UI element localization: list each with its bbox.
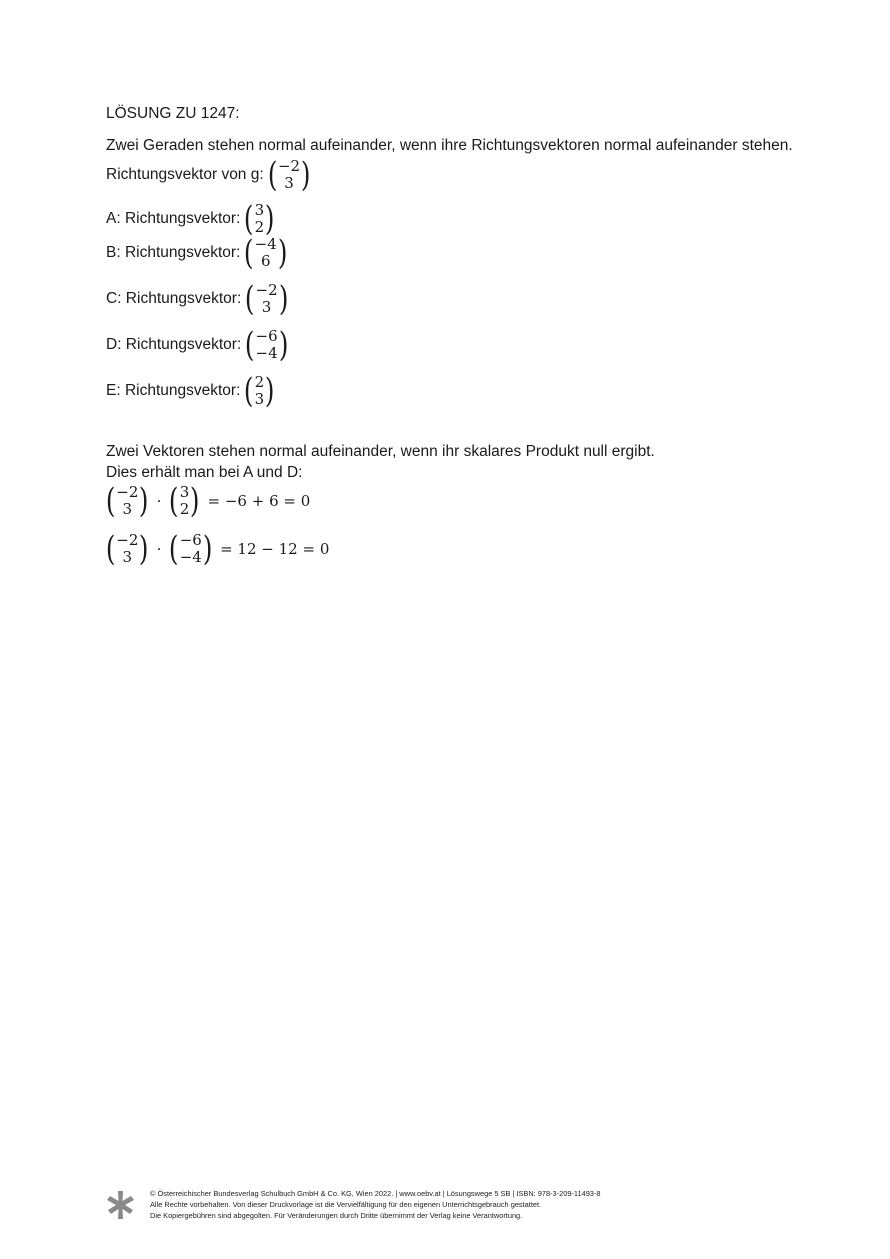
vector-y: 3 <box>261 298 272 316</box>
option-e-row <box>106 371 278 411</box>
calc-a-vector-1: ( −2 3 ) <box>105 481 149 521</box>
vector-x: −2 <box>116 531 139 549</box>
option-a-row <box>106 199 278 239</box>
dot-operator: · <box>156 492 162 510</box>
option-b-vector: ( −4 6 ) <box>244 233 288 273</box>
vector-x: 3 <box>254 201 265 219</box>
solution-heading: LÖSUNG ZU 1247: <box>106 105 240 122</box>
intro-text: Zwei Geraden stehen normal aufeinander, wenn ihre Richtungsvektoren normal aufeinander stehen. <box>106 137 793 154</box>
footer-fees: Die Kopiergebühren sind abgegolten. Für Veränderungen durch Dritte übernimmt der Verlag keine Verantwortung. <box>150 1211 523 1220</box>
vector-x: −6 <box>255 327 278 345</box>
option-c-row <box>106 279 292 319</box>
vector-y: 6 <box>260 252 271 270</box>
option-a-label: A: Richtungsvektor: <box>106 210 241 227</box>
vector-x: 3 <box>179 483 190 501</box>
explanation-text-2: Dies erhält man bei A und D: <box>106 464 303 481</box>
g-vector: ( −2 3 ) <box>267 155 311 195</box>
calc-a-result: = −6 + 6 = 0 <box>207 492 311 510</box>
option-b-row <box>106 233 291 273</box>
footer-rights: Alle Rechte vorbehalten. Von dieser Druckvorlage ist die Vervielfältigung für den eigenen Unterrichtsgebrauch gestattet. <box>150 1200 542 1209</box>
footer-copyright: © Österreichischer Bundesverlag Schulbuch GmbH & Co. KG, Wien 2022. | www.oebv.at | Lösungswege 5 SB | ISBN: 978-3-209-11493-8 <box>150 1189 601 1198</box>
footer-text <box>150 1188 601 1221</box>
option-e-vector: ( 2 3 ) <box>244 371 275 411</box>
publisher-logo-icon <box>106 1190 136 1220</box>
vector-y: 3 <box>254 390 265 408</box>
calc-a-vector-2: ( 3 2 ) <box>169 481 200 521</box>
g-direction-row <box>106 155 314 195</box>
option-d-row <box>106 325 292 365</box>
explanation-text-1: Zwei Vektoren stehen normal aufeinander, wenn ihr skalares Produkt null ergibt. <box>106 443 655 460</box>
option-a-vector: ( 3 2 ) <box>244 199 275 239</box>
option-b-label: B: Richtungsvektor: <box>106 244 241 261</box>
calc-d-vector-2: ( −6 −4 ) <box>169 529 213 569</box>
vector-y: −4 <box>255 344 278 362</box>
vector-y: 3 <box>122 548 133 566</box>
vector-x: −2 <box>116 483 139 501</box>
page-footer <box>106 1188 806 1228</box>
vector-x: −6 <box>179 531 202 549</box>
g-label: Richtungsvektor von g: <box>106 166 264 183</box>
calc-d-vector-1: ( −2 3 ) <box>105 529 149 569</box>
vector-y: −4 <box>179 548 202 566</box>
g-vector-y: 3 <box>284 174 294 192</box>
option-c-vector: ( −2 3 ) <box>245 279 289 319</box>
vector-x: −4 <box>254 235 277 253</box>
option-d-label: D: Richtungsvektor: <box>106 336 242 353</box>
g-vector-x: −2 <box>277 157 301 175</box>
vector-x: −2 <box>255 281 278 299</box>
vector-y: 3 <box>122 500 133 518</box>
option-e-label: E: Richtungsvektor: <box>106 382 241 399</box>
calc-d-row <box>105 529 333 569</box>
option-c-label: C: Richtungsvektor: <box>106 290 242 307</box>
vector-x: 2 <box>254 373 265 391</box>
option-d-vector: ( −6 −4 ) <box>245 325 289 365</box>
vector-y: 2 <box>179 500 190 518</box>
calc-d-result: = 12 − 12 = 0 <box>220 540 330 558</box>
dot-operator: · <box>156 540 162 558</box>
calc-a-row <box>105 481 314 521</box>
vector-y: 2 <box>254 218 265 236</box>
